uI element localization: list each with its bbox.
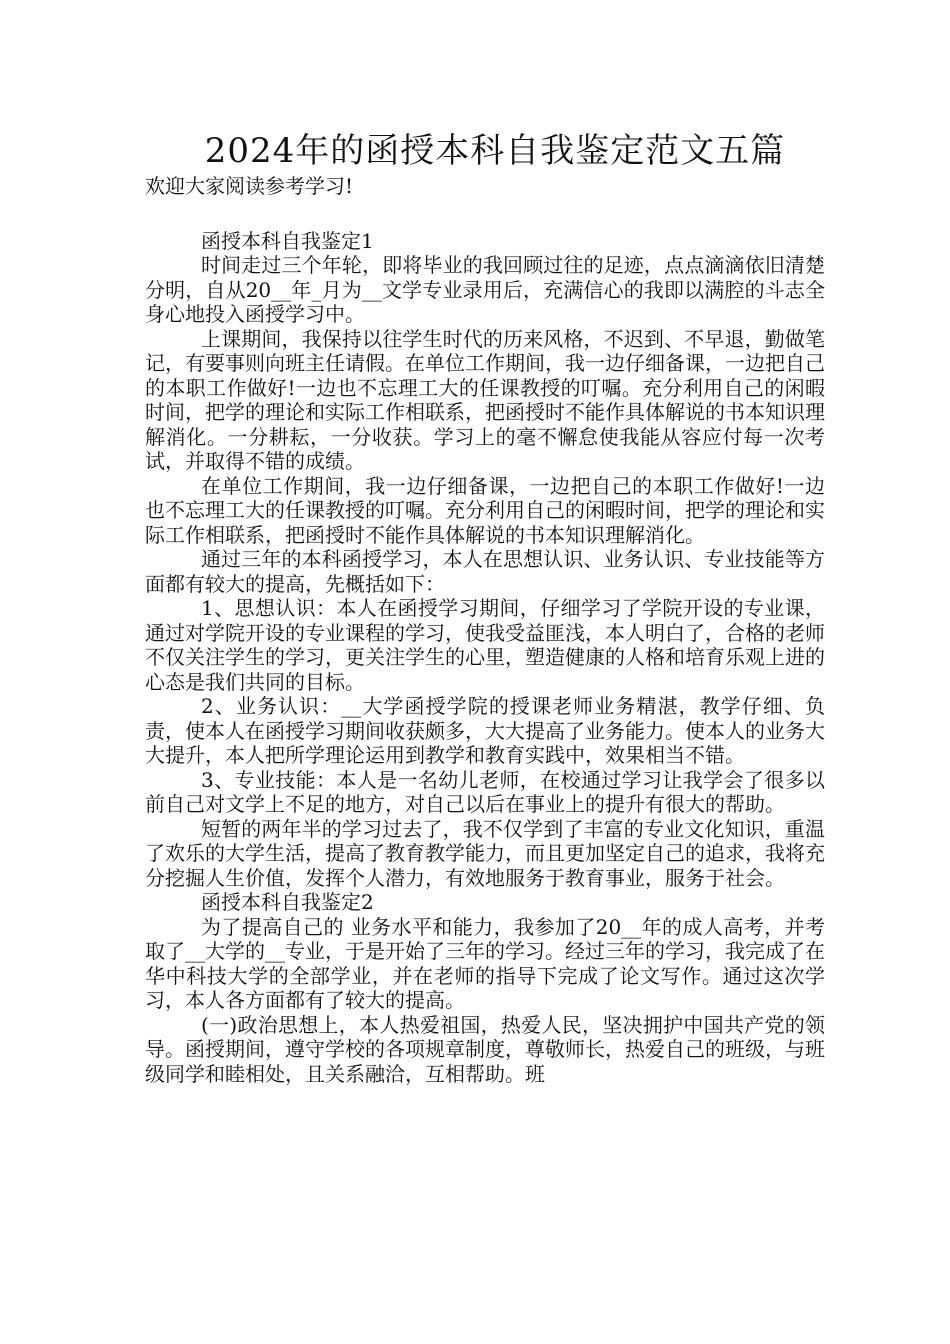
paragraph: 为了提高自己的 业务水平和能力，我参加了20__年的成人高考，并考取了__大学的__专业，于是开始了三年的学习。经过三年的学习，我完成了在华中科技大学的全部学业，并在老师的指导下完成了论文写作。通过这次学习，本人各方面都有了较大的提高。: [145, 914, 825, 1012]
paragraph: 1、思想认识：本人在函授学习期间，仔细学习了学院开设的专业课，通过对学院开设的专业课程的学习，使我受益匪浅，本人明白了，合格的老师不仅关注学生的学习，更关注学生的心里，塑造健康的人格和培育乐观上进的心态是我们共同的目标。: [145, 596, 825, 694]
paragraph: 3、专业技能：本人是一名幼儿老师，在校通过学习让我学会了很多以前自己对文学上不足的地方，对自己以后在事业上的提升有很大的帮助。: [145, 767, 825, 816]
intro-line: 欢迎大家阅读参考学习!: [145, 174, 354, 198]
paragraph: 短暂的两年半的学习过去了，我不仅学到了丰富的专业文化知识，重温了欢乐的大学生活，提高了教育教学能力，而且更加坚定自己的追求，我将充分挖掘人生价值，发挥个人潜力，有效地服务于教育事业，服务于社会。: [145, 816, 825, 890]
paragraph: (一)政治思想上，本人热爱祖国，热爱人民，坚决拥护中国共产党的领导。函授期间，遵守学校的各项规章制度，尊敬师长，热爱自己的班级，与班级同学和睦相处，且关系融洽，互相帮助。班: [145, 1012, 825, 1086]
paragraph: 通过三年的本科函授学习，本人在思想认识、业务认识、专业技能等方面都有较大的提高，先概括如下：: [145, 547, 825, 596]
section-heading: 函授本科自我鉴定2: [201, 890, 374, 914]
section-heading: 函授本科自我鉴定1: [201, 228, 374, 253]
paragraph: 上课期间，我保持以往学生时代的历来风格，不迟到、不早退，勤做笔记，有要事则向班主任请假。在单位工作期间，我一边仔细备课，一边把自己的本职工作做好!一边也不忘理工大的任课教授的叮嘱。充分利用自己的闲暇时间，把学的理论和实际工作相联系，把函授时不能作具体解说的书本知识理解消化。一分耕耘，一分收获。学习上的毫不懈怠使我能从容应付每一次考试，并取得不错的成绩。: [145, 326, 825, 473]
paragraph: 2、业务认识：__大学函授学院的授课老师业务精湛，教学仔细、负责，使本人在函授学习期间收获颇多，大大提高了业务能力。使本人的业务大大提升，本人把所学理论运用到教学和教育实践中，效果相当不错。: [145, 694, 825, 767]
paragraph: 在单位工作期间，我一边仔细备课，一边把自己的本职工作做好!一边也不忘理工大的任课教授的叮嘱。充分利用自己的闲暇时间，把学的理论和实际工作相联系，把函授时不能作具体解说的书本知识理解消化。: [145, 473, 825, 547]
paragraph: 时间走过三个年轮，即将毕业的我回顾过往的足迹，点点滴滴依旧清楚分明，自从20__年_月为__文学专业录用后，充满信心的我即以满腔的斗志全身心地投入函授学习中。: [145, 253, 825, 326]
document-body: [145, 229, 825, 1087]
document-page: [145, 128, 825, 1086]
document-title: 2024年的函授本科自我鉴定范文五篇: [204, 131, 786, 171]
